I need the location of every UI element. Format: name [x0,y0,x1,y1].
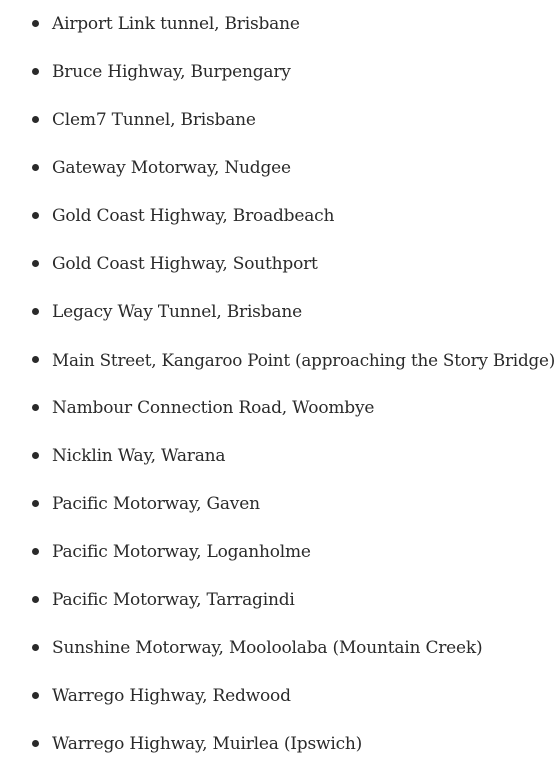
list-item [0,107,559,133]
list-item-text: Warrego Highway, Redwood [52,686,291,706]
list-item [0,251,559,277]
bullet-icon [32,740,39,747]
bullet-icon [32,404,39,411]
list-item [0,443,559,469]
list-item-text: Main Street, Kangaroo Point (approaching the Story Bridge) [52,350,556,370]
list-item [0,11,559,37]
bullet-icon [32,68,39,75]
list-item-text: Pacific Motorway, Tarragindi [52,590,295,610]
list-item-text: Gateway Motorway, Nudgee [52,158,291,178]
list-item-text: Airport Link tunnel, Brisbane [52,14,300,34]
bullet-icon [32,452,39,459]
bullet-icon [32,20,39,27]
list-item-text: Gold Coast Highway, Southport [52,254,318,274]
bullet-icon [32,212,39,219]
list-item [0,731,559,757]
list-item [0,635,559,661]
list-item [0,539,559,565]
list-item [0,491,559,517]
list-item-text: Pacific Motorway, Gaven [52,494,260,514]
list-item [0,299,559,325]
bullet-icon [32,548,39,555]
list-item-text: Clem7 Tunnel, Brisbane [52,110,256,130]
bullet-icon [32,356,39,363]
list-item-text: Nambour Connection Road, Woombye [52,398,375,418]
list-item [0,59,559,85]
list-item-text: Legacy Way Tunnel, Brisbane [52,302,302,322]
bullet-icon [32,116,39,123]
list-item [0,347,559,373]
list-item [0,203,559,229]
bullet-icon [32,692,39,699]
bullet-icon [32,596,39,603]
bullet-icon [32,644,39,651]
list-item-text: Gold Coast Highway, Broadbeach [52,206,335,226]
list-item [0,683,559,709]
list-item-text: Pacific Motorway, Loganholme [52,542,311,562]
bullet-icon [32,500,39,507]
list-item-text: Nicklin Way, Warana [52,446,226,466]
list-item [0,395,559,421]
bullet-icon [32,164,39,171]
list-item-text: Bruce Highway, Burpengary [52,62,291,82]
list-item-text: Sunshine Motorway, Mooloolaba (Mountain Creek) [52,638,483,658]
bullet-icon [32,260,39,267]
bullet-icon [32,308,39,315]
list-item [0,155,559,181]
list-item [0,587,559,613]
list-item-text: Warrego Highway, Muirlea (Ipswich) [52,734,363,754]
